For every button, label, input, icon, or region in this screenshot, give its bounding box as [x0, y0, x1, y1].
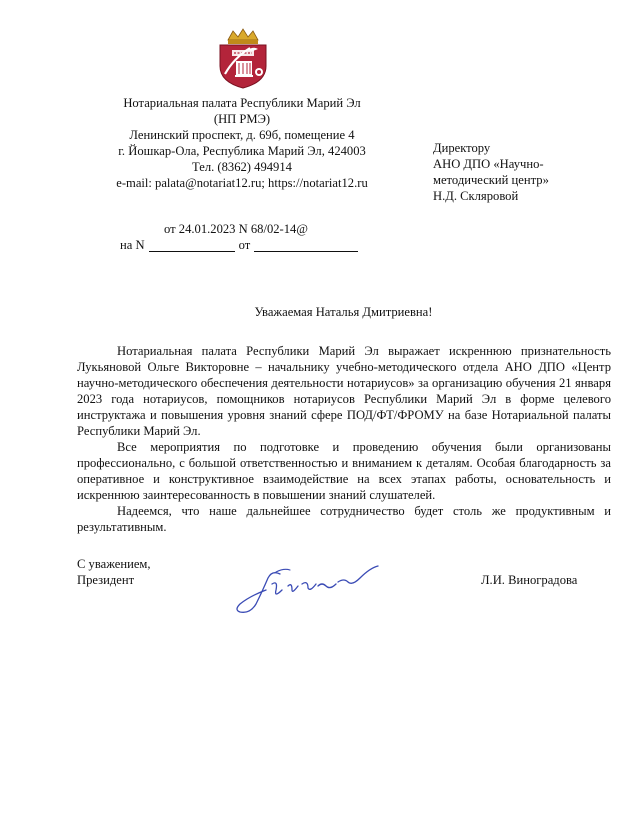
incoming-number-label: на N — [120, 238, 145, 252]
body-paragraph: Надеемся, что наше дальнейшее сотрудничество будет столь же продуктивным и результативным. — [77, 504, 611, 534]
sender-address-street: Ленинский проспект, д. 69б, помещение 4 — [129, 128, 355, 142]
incoming-date-label: от — [238, 238, 251, 252]
sender-address-city: г. Йошкар-Ола, Республика Марий Эл, 424003 — [118, 144, 366, 158]
signer-name: Л.И. Виноградова — [481, 573, 578, 587]
recipient-org-line1: АНО ДПО «Научно- — [433, 157, 544, 171]
sender-phone: Тел. (8362) 494914 — [192, 160, 292, 174]
outgoing-reference: от 24.01.2023 N 68/02-14@ — [164, 222, 308, 236]
body-paragraph: Все мероприятия по подготовке и проведению обучения были организованы профессионально, с большой ответственностью и вниманием к деталям. Особая благодарность за оперативное и конструктивное взаимодействие на всех этапах работы, основательность и искреннюю заинтересованность в повышении знаний слушателей. — [77, 440, 611, 502]
recipient-org-line2: методический центр» — [433, 173, 549, 187]
handwritten-signature-icon — [232, 560, 384, 620]
body-paragraph: Нотариальная палата Республики Марий Эл выражает искреннюю признательность Лукьяновой Ольге Викторовне – начальнику учебно-методического отдела АНО ДПО «Центр научно-методического обеспечения деятельности нотариусов» за организацию обучения 21 января 2023 года нотариусов, помощников нотариусов Республики Марий Эл в форме целевого инструктажа и повышения уровня знаний сфере ПОД/ФТ/ФРОМУ на базе Нотариальной палаты Республики Марий Эл. — [77, 344, 611, 438]
closing-regards: С уважением, — [77, 557, 151, 571]
letter-body — [77, 343, 611, 535]
incoming-number-blank — [149, 239, 235, 252]
recipient-title: Директору — [433, 141, 491, 155]
sender-name: Нотариальная палата Республики Марий Эл — [123, 96, 361, 110]
sender-contacts: e-mail: palata@notariat12.ru; https://notariat12.ru — [116, 176, 368, 190]
incoming-reference — [120, 237, 390, 253]
signer-position: Президент — [77, 573, 135, 587]
closing-block — [77, 556, 151, 588]
sender-block — [92, 95, 392, 191]
notary-chamber-emblem-icon — [214, 28, 272, 90]
incoming-date-blank — [254, 239, 358, 252]
salutation: Уважаемая Наталья Дмитриевна! — [254, 305, 433, 319]
reference-block — [120, 221, 390, 253]
recipient-name: Н.Д. Скляровой — [433, 189, 519, 203]
sender-short-name: (НП РМЭ) — [213, 112, 271, 126]
recipient-block — [433, 140, 623, 204]
